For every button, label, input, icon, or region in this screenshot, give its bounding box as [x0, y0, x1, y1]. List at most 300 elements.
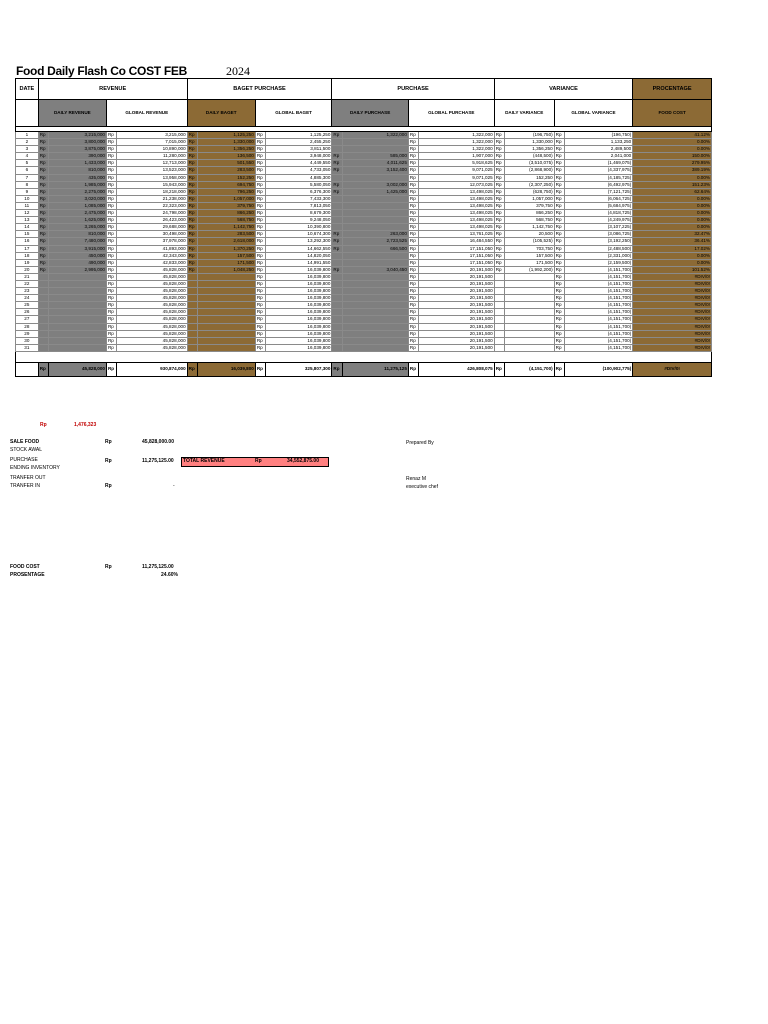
rp-cell: Rp — [38, 195, 48, 202]
rp-cell: Rp — [38, 174, 48, 181]
global-baget-cell: 16,039,800 — [266, 295, 332, 302]
food-cost-header: FOOD COST — [633, 100, 712, 127]
rp-cell: Rp — [255, 210, 265, 217]
tranfer-in-rp: Rp — [105, 483, 112, 489]
rp-cell — [187, 295, 197, 302]
table-row — [16, 146, 712, 153]
rp-cell — [494, 302, 504, 309]
global-purchase-cell: 1,907,000 — [419, 153, 495, 160]
table-row — [16, 309, 712, 316]
global-variance-cell: (3,107,225) — [565, 224, 633, 231]
daily-revenue-cell — [49, 288, 107, 295]
rp-cell: Rp — [408, 330, 418, 337]
rp-cell: Rp — [494, 259, 504, 266]
rp-cell — [332, 273, 342, 280]
total-global-variance: (100,902,775) — [565, 362, 633, 376]
daily-variance-cell: 1,356,250 — [505, 146, 555, 153]
rp-cell: Rp — [255, 266, 265, 273]
rp-cell: Rp — [554, 231, 564, 238]
daily-variance-cell — [505, 302, 555, 309]
rp-cell: Rp — [255, 132, 265, 139]
global-revenue-cell: 45,828,000 — [117, 302, 187, 309]
global-purchase-cell: 20,191,500 — [419, 280, 495, 287]
rp-cell: Rp — [38, 202, 48, 209]
daily-revenue-cell: 3,800,000 — [49, 139, 107, 146]
rp-cell — [38, 280, 48, 287]
food-cost-rp: Rp — [105, 564, 112, 570]
rp-cell: Rp — [554, 132, 564, 139]
rp-cell: Rp — [408, 188, 418, 195]
global-baget-cell: 14,662,550 — [266, 245, 332, 252]
table-row — [16, 273, 712, 280]
daily-baget-cell — [197, 323, 255, 330]
food-cost-cell: #DIV/0! — [633, 295, 712, 302]
rp-cell: Rp — [187, 259, 197, 266]
daily-revenue-cell: 3,875,000 — [49, 146, 107, 153]
rp-cell: Rp — [106, 344, 116, 351]
rp-cell — [187, 344, 197, 351]
rp-cell: Rp — [408, 181, 418, 188]
global-purchase-cell: 13,498,025 — [419, 202, 495, 209]
global-baget-cell: 16,039,800 — [266, 288, 332, 295]
rp-cell: Rp — [554, 202, 564, 209]
date-cell: 24 — [16, 295, 39, 302]
daily-baget-cell: 1,142,750 — [197, 224, 255, 231]
rp-cell: Rp — [255, 217, 265, 224]
rp-cell: Rp — [554, 224, 564, 231]
rp-cell: Rp — [494, 167, 504, 174]
daily-variance-cell: 379,750 — [505, 202, 555, 209]
rp-cell — [332, 210, 342, 217]
global-variance-cell: (4,151,700) — [565, 316, 633, 323]
daily-variance-cell: 703,750 — [505, 245, 555, 252]
global-baget-cell: 16,039,800 — [266, 316, 332, 323]
rp-cell: Rp — [408, 280, 418, 287]
food-cost-cell: 62.64% — [633, 188, 712, 195]
food-cost-cell: 0.00% — [633, 195, 712, 202]
rp-cell: Rp — [187, 146, 197, 153]
rp-cell: Rp — [332, 167, 342, 174]
daily-purchase-cell — [342, 202, 408, 209]
daily-revenue-cell — [49, 323, 107, 330]
prepared-by-label: Prepared By — [406, 440, 434, 446]
rp-cell: Rp — [554, 259, 564, 266]
rp-cell: Rp — [255, 146, 265, 153]
rp-cell: Rp — [38, 217, 48, 224]
global-baget-cell: 4,449,550 — [266, 160, 332, 167]
daily-variance-cell: (196,750) — [505, 132, 555, 139]
rp-cell — [494, 337, 504, 344]
rp-cell: Rp — [187, 139, 197, 146]
global-baget-cell: 5,580,050 — [266, 181, 332, 188]
global-purchase-cell: 20,191,500 — [419, 273, 495, 280]
global-baget-cell: 6,376,300 — [266, 188, 332, 195]
rp-cell: Rp — [408, 245, 418, 252]
daily-purchase-cell — [342, 259, 408, 266]
daily-purchase-cell — [342, 323, 408, 330]
daily-baget-cell — [197, 295, 255, 302]
daily-baget-cell — [197, 330, 255, 337]
daily-revenue-cell — [49, 280, 107, 287]
totals-row: Rp 45,828,000 Rp 930,874,000 Rp 16,039,800 Rp 325,807,300 Rp 11,275,125 Rp 426,808,075 Rp (4,151,700) Rp (100,902,775) #DIV/0! — [16, 362, 712, 376]
rp-cell — [332, 224, 342, 231]
global-variance-cell: (3,192,250) — [565, 238, 633, 245]
daily-revenue-cell: 490,000 — [49, 259, 107, 266]
daily-baget-cell — [197, 302, 255, 309]
daily-baget-cell: 796,250 — [197, 188, 255, 195]
daily-revenue-cell — [49, 302, 107, 309]
global-purchase-cell: 17,151,050 — [419, 252, 495, 259]
rp-cell — [332, 323, 342, 330]
rp-cell — [187, 273, 197, 280]
global-revenue-cell: 42,833,000 — [117, 259, 187, 266]
table-row — [16, 245, 712, 252]
daily-variance-cell: 20,500 — [505, 231, 555, 238]
rp-cell: Rp — [106, 224, 116, 231]
daily-revenue-cell: 390,000 — [49, 153, 107, 160]
daily-variance-cell: 171,500 — [505, 259, 555, 266]
global-purchase-cell: 13,498,025 — [419, 217, 495, 224]
rp-cell — [332, 337, 342, 344]
global-variance-cell: (1,469,075) — [565, 160, 633, 167]
global-revenue-cell: 15,943,000 — [117, 181, 187, 188]
global-baget-cell: 16,039,800 — [266, 330, 332, 337]
daily-purchase-cell: 3,040,450 — [342, 266, 408, 273]
global-revenue-cell: 10,890,000 — [117, 146, 187, 153]
daily-variance-cell: 1,142,750 — [505, 224, 555, 231]
global-revenue-cell: 45,828,000 — [117, 323, 187, 330]
rp-cell: Rp — [332, 153, 342, 160]
table-row — [16, 344, 712, 351]
global-revenue-cell: 30,498,000 — [117, 231, 187, 238]
global-purchase-cell: 13,498,025 — [419, 188, 495, 195]
daily-baget-header: DAILY BAGET — [187, 100, 255, 127]
global-revenue-cell: 45,828,000 — [117, 266, 187, 273]
global-variance-cell: (4,151,700) — [565, 337, 633, 344]
rp-cell: Rp — [106, 245, 116, 252]
rp-cell: Rp — [187, 188, 197, 195]
rp-cell — [187, 316, 197, 323]
daily-revenue-cell: 2,475,000 — [49, 210, 107, 217]
date-cell: 14 — [16, 224, 39, 231]
rp-cell — [38, 316, 48, 323]
table-row — [16, 202, 712, 209]
rp-cell: Rp — [255, 202, 265, 209]
global-revenue-cell: 41,893,000 — [117, 245, 187, 252]
date-cell: 22 — [16, 280, 39, 287]
tranfer-in-value: - — [173, 483, 175, 489]
rp-cell: Rp — [554, 302, 564, 309]
rp-cell: Rp — [106, 259, 116, 266]
rp-cell: Rp — [106, 195, 116, 202]
rp-cell: Rp — [408, 202, 418, 209]
rp-cell: Rp — [106, 139, 116, 146]
global-revenue-cell: 45,828,000 — [117, 295, 187, 302]
rp-cell: Rp — [255, 323, 265, 330]
food-cost-cell: #DIV/0! — [633, 302, 712, 309]
global-variance-cell: 1,133,250 — [565, 139, 633, 146]
global-purchase-cell: 17,151,050 — [419, 245, 495, 252]
rp-cell: Rp — [554, 174, 564, 181]
red-rp-label: Rp — [40, 422, 47, 428]
global-revenue-cell: 22,323,000 — [117, 202, 187, 209]
global-variance-cell: (2,159,500) — [565, 259, 633, 266]
global-variance-cell: (4,151,700) — [565, 323, 633, 330]
global-baget-cell: 14,820,050 — [266, 252, 332, 259]
rp-cell: Rp — [106, 202, 116, 209]
global-purchase-cell: 13,498,025 — [419, 224, 495, 231]
date-cell: 25 — [16, 302, 39, 309]
rp-cell — [187, 302, 197, 309]
food-cost-cell: 0.00% — [633, 139, 712, 146]
date-cell: 4 — [16, 153, 39, 160]
date-cell: 7 — [16, 174, 39, 181]
rp-cell — [187, 323, 197, 330]
rp-cell: Rp — [554, 167, 564, 174]
rp-cell — [332, 195, 342, 202]
global-purchase-cell: 9,071,025 — [419, 174, 495, 181]
global-variance-cell: (6,064,725) — [565, 195, 633, 202]
daily-variance-cell — [505, 288, 555, 295]
rp-cell: Rp — [408, 139, 418, 146]
purchase-value: 11,275,125.00 — [142, 458, 174, 464]
date-cell: 18 — [16, 252, 39, 259]
rp-cell: Rp — [255, 316, 265, 323]
sale-food-rp: Rp — [105, 439, 112, 445]
food-cost-cell: #DIV/0! — [633, 323, 712, 330]
rp-cell: Rp — [494, 132, 504, 139]
rp-cell: Rp — [554, 273, 564, 280]
rp-cell: Rp — [494, 181, 504, 188]
global-variance-cell: (196,750) — [565, 132, 633, 139]
food-cost-cell: 36.41% — [633, 238, 712, 245]
daily-purchase-cell — [342, 146, 408, 153]
rp-cell: Rp — [408, 160, 418, 167]
global-baget-cell: 16,039,800 — [266, 273, 332, 280]
rp-cell — [332, 252, 342, 259]
rp-cell: Rp — [187, 217, 197, 224]
rp-cell: Rp — [187, 266, 197, 273]
daily-baget-cell: 283,500 — [197, 167, 255, 174]
rp-cell: Rp — [554, 146, 564, 153]
rp-cell: Rp — [408, 252, 418, 259]
table-row — [16, 224, 712, 231]
rp-cell: Rp — [106, 160, 116, 167]
daily-revenue-cell: 3,915,000 — [49, 245, 107, 252]
rp-cell: Rp — [106, 280, 116, 287]
food-cost-cell: 0.00% — [633, 259, 712, 266]
daily-purchase-cell — [342, 195, 408, 202]
daily-variance-cell: 568,750 — [505, 217, 555, 224]
table-row — [16, 280, 712, 287]
table-row — [16, 330, 712, 337]
rp-cell — [38, 302, 48, 309]
date-cell: 21 — [16, 273, 39, 280]
rp-cell: Rp — [255, 302, 265, 309]
global-baget-cell: 14,991,550 — [266, 259, 332, 266]
rp-cell: Rp — [38, 188, 48, 195]
daily-purchase-cell — [342, 139, 408, 146]
sale-food-value: 45,828,000.00 — [142, 439, 174, 445]
rp-cell: Rp — [494, 245, 504, 252]
rp-cell: Rp — [408, 132, 418, 139]
rp-cell: Rp — [38, 238, 48, 245]
total-revenue-rp: Rp — [255, 458, 262, 464]
global-revenue-cell: 13,523,000 — [117, 167, 187, 174]
date-cell: 10 — [16, 195, 39, 202]
rp-cell: Rp — [554, 330, 564, 337]
revenue-header: REVENUE — [38, 79, 187, 100]
daily-purchase-cell — [342, 295, 408, 302]
food-cost-cell: #DIV/0! — [633, 273, 712, 280]
global-variance-cell: (4,151,700) — [565, 280, 633, 287]
tranfer-in-label: TRANFER IN — [10, 483, 40, 489]
global-purchase-cell: 20,191,500 — [419, 309, 495, 316]
rp-cell: Rp — [255, 139, 265, 146]
daily-revenue-cell: 810,000 — [49, 231, 107, 238]
rp-cell: Rp — [255, 174, 265, 181]
rp-cell: Rp — [38, 132, 48, 139]
daily-revenue-cell: 2,995,000 — [49, 266, 107, 273]
global-variance-cell: (4,151,700) — [565, 266, 633, 273]
global-variance-cell: (4,151,700) — [565, 330, 633, 337]
rp-cell: Rp — [554, 344, 564, 351]
daily-variance-cell: 157,500 — [505, 252, 555, 259]
daily-revenue-cell — [49, 273, 107, 280]
global-baget-cell: 16,039,800 — [266, 323, 332, 330]
date-cell: 9 — [16, 188, 39, 195]
global-variance-cell: (4,151,700) — [565, 344, 633, 351]
rp-cell: Rp — [554, 316, 564, 323]
date-cell: 29 — [16, 330, 39, 337]
daily-variance-cell — [505, 323, 555, 330]
global-variance-cell: (6,492,975) — [565, 181, 633, 188]
food-cost-cell: #DIV/0! — [633, 309, 712, 316]
date-cell: 28 — [16, 323, 39, 330]
date-cell: 1 — [16, 132, 39, 139]
global-purchase-header: GLOBAL PURCHASE — [408, 100, 494, 127]
global-purchase-cell: 20,191,500 — [419, 330, 495, 337]
daily-baget-cell — [197, 309, 255, 316]
rp-cell: Rp — [332, 231, 342, 238]
global-purchase-cell: 5,918,625 — [419, 160, 495, 167]
daily-purchase-cell — [342, 280, 408, 287]
rp-cell — [332, 259, 342, 266]
rp-cell: Rp — [187, 174, 197, 181]
rp-cell — [187, 288, 197, 295]
global-purchase-cell: 20,191,500 — [419, 295, 495, 302]
global-baget-cell: 4,885,300 — [266, 174, 332, 181]
daily-variance-cell — [505, 337, 555, 344]
daily-purchase-cell: 1,322,000 — [342, 132, 408, 139]
rp-cell: Rp — [408, 174, 418, 181]
rp-cell: Rp — [554, 181, 564, 188]
rp-cell — [38, 309, 48, 316]
food-cost-value: 11,275,125.00 — [142, 564, 174, 570]
rp-cell: Rp — [106, 337, 116, 344]
rp-cell: Rp — [494, 195, 504, 202]
rp-cell: Rp — [106, 323, 116, 330]
rp-cell: Rp — [494, 174, 504, 181]
daily-baget-cell: 1,330,000 — [197, 139, 255, 146]
global-baget-cell: 3,811,500 — [266, 146, 332, 153]
global-revenue-cell: 3,215,000 — [117, 132, 187, 139]
global-variance-cell: 2,041,000 — [565, 153, 633, 160]
rp-cell — [38, 288, 48, 295]
global-baget-cell: 16,039,800 — [266, 344, 332, 351]
daily-purchase-cell — [342, 217, 408, 224]
daily-variance-cell — [505, 273, 555, 280]
rp-cell: Rp — [106, 167, 116, 174]
daily-purchase-cell — [342, 288, 408, 295]
rp-cell — [494, 309, 504, 316]
rp-cell — [494, 280, 504, 287]
rp-cell: Rp — [408, 195, 418, 202]
year-label: 2024 — [226, 64, 250, 78]
daily-variance-cell: (105,525) — [505, 238, 555, 245]
daily-baget-cell: 1,048,250 — [197, 266, 255, 273]
daily-baget-cell: 1,356,250 — [197, 146, 255, 153]
daily-revenue-cell: 450,000 — [49, 252, 107, 259]
rp-cell — [494, 330, 504, 337]
global-variance-cell: (4,151,700) — [565, 309, 633, 316]
date-cell: 20 — [16, 266, 39, 273]
daily-revenue-cell: 1,985,000 — [49, 181, 107, 188]
daily-purchase-cell: 1,425,000 — [342, 188, 408, 195]
rp-cell — [332, 295, 342, 302]
rp-cell: Rp — [187, 167, 197, 174]
daily-revenue-cell — [49, 309, 107, 316]
global-purchase-cell: 12,073,025 — [419, 181, 495, 188]
global-variance-cell: (4,337,975) — [565, 167, 633, 174]
global-variance-cell: (2,488,500) — [565, 245, 633, 252]
total-global-revenue: 930,874,000 — [117, 362, 187, 376]
rp-cell — [332, 344, 342, 351]
rp-cell: Rp — [255, 195, 265, 202]
rp-cell: Rp — [554, 288, 564, 295]
food-cost-cell: 0.00% — [633, 146, 712, 153]
food-cost-cell: 41.12% — [633, 132, 712, 139]
daily-revenue-header: DAILY REVENUE — [38, 100, 106, 127]
food-cost-cell: 389.19% — [633, 167, 712, 174]
rp-cell: Rp — [38, 139, 48, 146]
daily-revenue-cell: 7,480,000 — [49, 238, 107, 245]
table-row — [16, 252, 712, 259]
rp-cell — [332, 288, 342, 295]
table-row — [16, 167, 712, 174]
procentage-header: PROCENTAGE — [633, 79, 712, 100]
daily-purchase-cell: 3,152,400 — [342, 167, 408, 174]
rp-cell — [332, 217, 342, 224]
rp-cell: Rp — [554, 217, 564, 224]
rp-cell: Rp — [38, 231, 48, 238]
rp-cell: Rp — [408, 224, 418, 231]
rp-cell: Rp — [408, 210, 418, 217]
rp-cell: Rp — [255, 252, 265, 259]
rp-cell: Rp — [187, 252, 197, 259]
rp-cell: Rp — [106, 238, 116, 245]
rp-cell: Rp — [255, 181, 265, 188]
table-row — [16, 231, 712, 238]
rp-cell: Rp — [106, 217, 116, 224]
rp-cell: Rp — [408, 217, 418, 224]
rp-cell: Rp — [255, 160, 265, 167]
food-cost-cell: #DIV/0! — [633, 288, 712, 295]
rp-cell: Rp — [494, 139, 504, 146]
total-daily-variance: (4,151,700) — [505, 362, 555, 376]
rp-cell: Rp — [332, 132, 342, 139]
rp-cell: Rp — [494, 231, 504, 238]
